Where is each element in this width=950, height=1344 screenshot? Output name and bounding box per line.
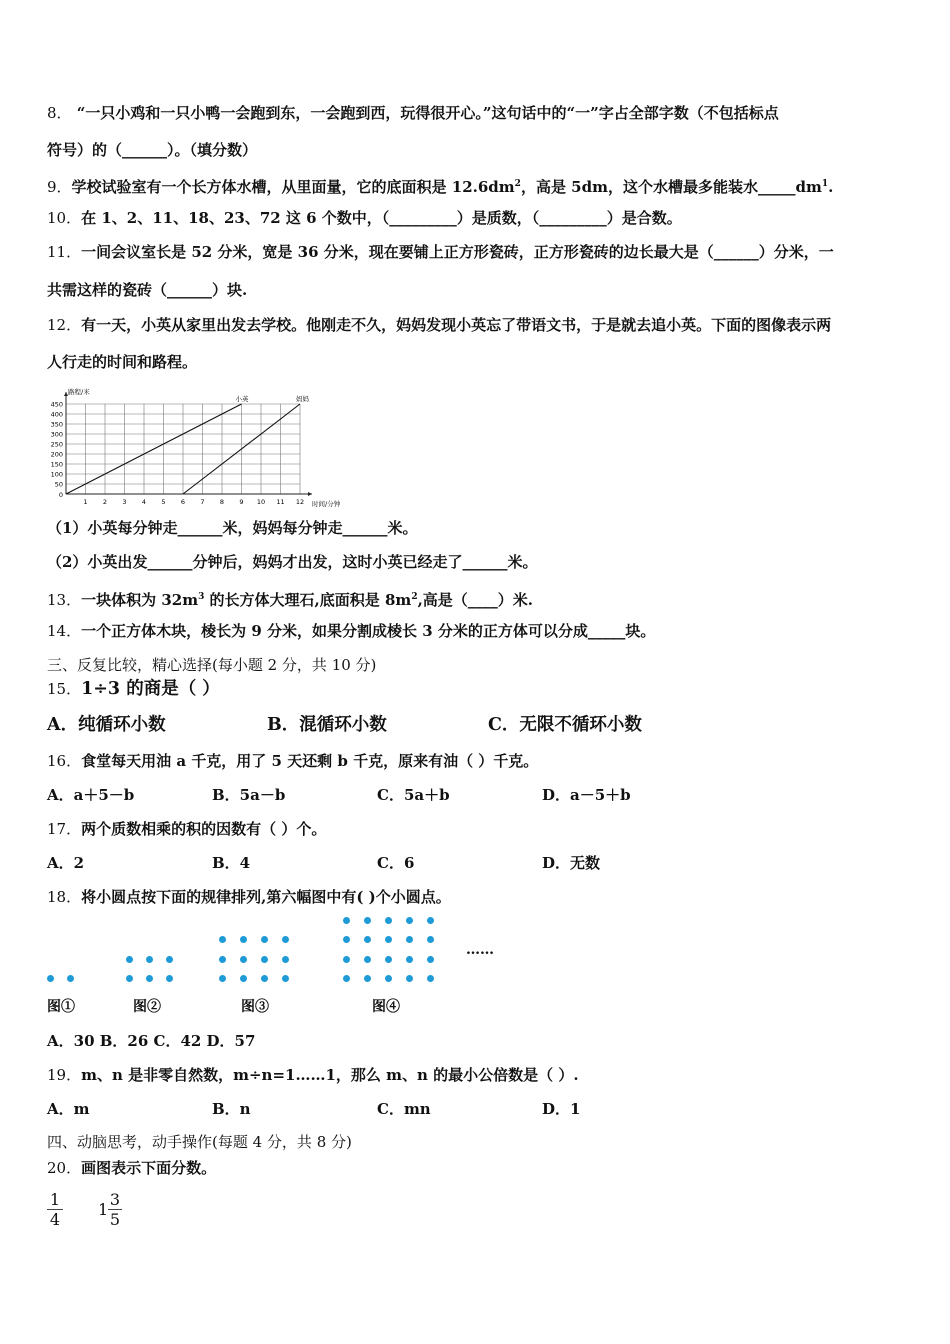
y-axis-label: 路程/米 (68, 388, 90, 396)
figure-3-dot (261, 936, 268, 943)
figure-3-dot (282, 956, 289, 963)
figure-3-dot (261, 956, 268, 963)
figure-4-dot (385, 975, 392, 982)
figure-3-dot (282, 936, 289, 943)
series-label-mama: 妈妈 (296, 395, 309, 403)
x-tick-label: 8 (219, 498, 225, 506)
series-line-xiaoying (66, 404, 242, 494)
question-9: 9．学校试验室有一个长方体水槽，从里面量，它的底面积是 $12.6dm^2$，高是 5dm，这个水槽最多能装水$\_\_\_\_\_dm^1$. (47, 178, 834, 196)
fraction-one-quarter: $\frac{1}{4}$ (47, 1190, 63, 1229)
q15-option-b[interactable]: B．混循环小数 (267, 715, 387, 735)
y-tick-label: 100 (50, 470, 63, 479)
question-20: 20．画图表示下面分数。 (47, 1159, 217, 1177)
figure-3-dot (282, 975, 289, 982)
figure-3-dot (219, 956, 226, 963)
x-tick-label: 5 (161, 498, 166, 506)
figure-2-dot (166, 975, 173, 982)
figure-4-dot (364, 956, 371, 963)
q15-option-a[interactable]: A．纯循环小数 (47, 715, 166, 735)
question-17: 17．两个质数相乘的积的因数有（ ）个。 (47, 820, 327, 838)
mixed-number-fraction: $\frac{3}{5}$ (109, 1190, 121, 1229)
x-tick-label: 1 (83, 498, 88, 506)
question-8-line2: 符号）的（______）。（填分数） (47, 141, 258, 159)
figure-4-dot (406, 975, 413, 982)
q17-option-a[interactable]: A．2 (47, 854, 85, 872)
figure-4-dot (343, 917, 350, 924)
figure-4-dot (385, 917, 392, 924)
figure-3-dot (240, 936, 247, 943)
figure-4-dot (427, 917, 434, 924)
figure-2-label: 图② (133, 999, 161, 1015)
figure-2-dot (126, 956, 133, 963)
question-12-line2: 人行走的时间和路程。 (47, 353, 198, 371)
section-4-heading: 四、动脑思考，动手操作(每题 4 分，共 8 分) (47, 1133, 352, 1151)
x-tick-label: 10 (256, 498, 266, 506)
figure-4-dot (343, 936, 350, 943)
x-tick-label: 4 (141, 498, 147, 506)
question-11-line2: 共需这样的瓷砖（______）块. (47, 281, 248, 299)
q16-option-a[interactable]: A．a＋5－b (47, 786, 135, 804)
question-10: 10．在 1、2、11、18、23、72 这 6 个数中，（_________）是质数，（_________）是合数。 (47, 209, 682, 227)
q16-option-b[interactable]: B．5a－b (212, 786, 286, 804)
x-tick-label: 7 (200, 498, 205, 506)
q19-option-a[interactable]: A．m (47, 1100, 90, 1118)
origin-label: 0 (58, 491, 63, 499)
figure-3-label: 图③ (241, 999, 269, 1015)
q16-option-c[interactable]: C．5a＋b (377, 786, 450, 804)
figure-4-dot (406, 917, 413, 924)
figure-4-dot (364, 936, 371, 943)
x-tick-label: 2 (102, 498, 108, 506)
y-tick-label: 300 (50, 430, 63, 439)
question-12-line1: 12．有一天，小英从家里出发去学校。他刚走不久，妈妈发现小英忘了带语文书，于是就去追小英。下面的图像表示两 (47, 316, 832, 334)
question-16: 16．食堂每天用油 a 千克，用了 5 天还剩 b 千克，原来有油（ ）千克。 (47, 752, 539, 770)
x-tick-label: 3 (122, 498, 127, 506)
y-tick-label: 150 (50, 460, 63, 469)
figure-2-dot (126, 975, 133, 982)
figure-3-dot (261, 975, 268, 982)
figure-2-dot (146, 956, 153, 963)
figure-4-label: 图④ (372, 999, 400, 1015)
question-11-line1: 11．一间会议室长是 52 分米，宽是 36 分米，现在要铺上正方形瓷砖，正方形瓷砖的边长最大是（______）分米，一 (47, 243, 834, 261)
figure-1-dot (67, 975, 74, 982)
figure-4-dot (406, 936, 413, 943)
q19-option-b[interactable]: B．n (212, 1100, 251, 1118)
figure-4-dot (406, 956, 413, 963)
question-12-sub1: （1）小英每分钟走______米，妈妈每分钟走______米。 (47, 519, 418, 537)
figure-1-dot (47, 975, 54, 982)
q17-option-b[interactable]: B．4 (212, 854, 251, 872)
x-axis-label: 时间/分钟 (312, 500, 341, 508)
figure-4-dot (385, 956, 392, 963)
figure-4-dot (343, 956, 350, 963)
x-tick-label: 12 (295, 498, 305, 506)
x-tick-label: 6 (180, 498, 186, 506)
q19-option-d[interactable]: D．1 (542, 1100, 581, 1118)
x-tick-label: 11 (276, 498, 285, 506)
figure-4-dot (343, 975, 350, 982)
figure-2-dot (146, 975, 153, 982)
figure-4-dot (364, 917, 371, 924)
figure-3-dot (219, 975, 226, 982)
pattern-ellipsis: …… (466, 942, 494, 958)
figure-1-label: 图① (47, 999, 75, 1015)
q17-option-d[interactable]: D．无数 (542, 854, 601, 872)
q17-option-c[interactable]: C．6 (377, 854, 415, 872)
q16-option-d[interactable]: D．a－5＋b (542, 786, 631, 804)
section-3-heading: 三、反复比较，精心选择(每小题 2 分，共 10 分) (47, 656, 377, 674)
y-tick-label: 250 (50, 440, 63, 449)
x-tick-label: 9 (239, 498, 244, 506)
series-label-xiaoying: 小英 (235, 395, 249, 403)
distance-time-chart (40, 386, 360, 508)
q18-options[interactable]: A．30 B．26 C．42 D．57 (47, 1032, 256, 1050)
figure-3-dot (240, 975, 247, 982)
question-18: 18．将小圆点按下面的规律排列,第六幅图中有( )个小圆点。 (47, 888, 451, 906)
q15-option-c[interactable]: C．无限不循环小数 (488, 715, 642, 735)
y-tick-label: 400 (50, 410, 63, 419)
figure-4-dot (427, 936, 434, 943)
question-8-line1: 8． “一只小鸡和一只小鸭一会跑到东，一会跑到西，玩得很开心。”这句话中的“一”字占全部字数（不包括标点 (47, 104, 779, 122)
y-tick-label: 450 (50, 400, 63, 409)
figure-4-dot (427, 975, 434, 982)
figure-3-dot (240, 956, 247, 963)
figure-3-dot (219, 936, 226, 943)
q19-option-c[interactable]: C．mn (377, 1100, 431, 1118)
y-tick-label: 350 (50, 420, 63, 429)
y-tick-label: 50 (54, 480, 63, 489)
y-tick-label: 200 (50, 450, 63, 459)
mixed-number-whole: 1 (98, 1200, 109, 1219)
figure-4-dot (427, 956, 434, 963)
figure-4-dot (364, 975, 371, 982)
question-14: 14．一个正方体木块，棱长为 9 分米，如果分割成棱长 3 分米的正方体可以分成_____块。 (47, 622, 656, 640)
figure-2-dot (166, 956, 173, 963)
figure-4-dot (385, 936, 392, 943)
question-12-sub2: （2）小英出发______分钟后，妈妈才出发，这时小英已经走了______米。 (47, 553, 538, 571)
question-19: 19．m、n 是非零自然数，m÷n=1……1，那么 m、n 的最小公倍数是（ ）. (47, 1066, 579, 1084)
x-axis-arrow (308, 492, 312, 496)
question-13: 13．一块体积为 $32m^3$ 的长方体大理石,底面积是 $8m^2$,高是（____）米. (47, 591, 534, 609)
question-15: 15．1÷3 的商是（ ） (47, 679, 220, 699)
